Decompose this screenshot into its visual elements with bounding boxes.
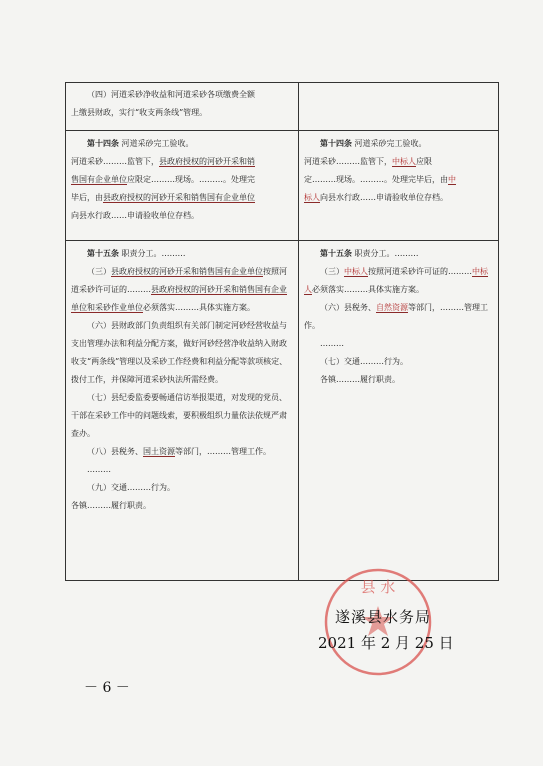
text-line bbox=[71, 171, 293, 189]
article-heading bbox=[71, 244, 293, 263]
ellipsis-line: ……… bbox=[87, 465, 111, 474]
left-cell-row1 bbox=[66, 83, 299, 131]
article-title: 职责分工。……… bbox=[354, 249, 419, 258]
article-number: 第十四条 bbox=[87, 138, 119, 148]
paragraph bbox=[71, 443, 293, 461]
text-run: 按照河道采砂许可证的……… bbox=[368, 267, 472, 276]
underlined-text: 售国有企业单位 bbox=[71, 175, 127, 184]
underlined-text: 国土资源 bbox=[143, 447, 175, 456]
underlined-text: 县政府授权的河砂开采和销 bbox=[159, 157, 255, 166]
article-number: 第十五条 bbox=[320, 248, 352, 258]
text-line: （四）河道采砂净收益和河道采砂各项缴费全额 bbox=[87, 90, 255, 99]
table-row bbox=[66, 241, 499, 581]
underlined-text: 中标人 bbox=[304, 267, 488, 294]
text-run: （六）县税务、 bbox=[320, 303, 376, 312]
text-run: （八）县税务、 bbox=[87, 447, 143, 456]
article-number: 第十四条 bbox=[320, 138, 352, 148]
text-run: 等部门，………管理工作。 bbox=[175, 447, 271, 456]
paragraph: （七）交通………行为。 bbox=[320, 357, 408, 366]
text-run: 河道采砂………监管下， bbox=[304, 157, 392, 166]
table-row bbox=[66, 131, 499, 241]
text-line bbox=[71, 153, 293, 171]
article-heading bbox=[304, 244, 493, 263]
right-cell-row1-empty bbox=[299, 83, 499, 131]
text-run: 应限 bbox=[416, 157, 432, 166]
text-run: 按照河道采砂许可证的……… bbox=[71, 267, 287, 294]
text-run: 定………现场。………。处理完毕后，由 bbox=[304, 175, 448, 184]
underlined-text: 中 bbox=[448, 175, 456, 184]
right-cell-article15 bbox=[299, 241, 499, 581]
article-title: 河道采砂完工验收。 bbox=[121, 139, 194, 148]
paragraph bbox=[71, 263, 293, 317]
text-run: 必须落实………具体实施方案。 bbox=[143, 303, 255, 312]
paragraph bbox=[304, 299, 493, 335]
comparison-table bbox=[65, 82, 499, 581]
left-cell-article14 bbox=[66, 131, 299, 241]
text-run: 应限定………现场。………。处理完 bbox=[127, 175, 255, 184]
text-run: （三） bbox=[320, 267, 344, 276]
paragraph: （九）交通………行为。 bbox=[87, 483, 175, 492]
text-run: 向县水行政……申请验收单位存档。 bbox=[320, 193, 448, 202]
table-row bbox=[66, 83, 499, 131]
text-line bbox=[71, 189, 293, 207]
ellipsis-line: ……… bbox=[320, 339, 344, 348]
text-run: 等部门，………管理工作。 bbox=[304, 303, 488, 330]
issuer-name: 遂溪县水务局 bbox=[335, 608, 432, 626]
paragraph: （七）县纪委监委要畅通信访举报渠道，对发现的党员、干部在采砂工作中的问题线索，要积极组织力量依法依规严肃查办。 bbox=[71, 393, 287, 438]
right-cell-article14 bbox=[299, 131, 499, 241]
issue-date: 2021 年 2 月 25 日 bbox=[318, 634, 454, 652]
underlined-text: 县政府授权的河砂开采和销售国有企业单位和采砂作业单位 bbox=[71, 285, 287, 312]
article-number: 第十五条 bbox=[87, 248, 119, 258]
seal-text: 县 水 bbox=[360, 578, 396, 596]
underlined-text: 中标人 bbox=[392, 157, 416, 166]
text-line: 向县水行政……申请验收单位存档。 bbox=[71, 211, 199, 220]
paragraph: 各镇………履行职责。 bbox=[71, 501, 151, 510]
text-run: （三） bbox=[87, 267, 111, 276]
text-line bbox=[304, 189, 493, 207]
text-run: 毕后，由 bbox=[71, 193, 103, 202]
paragraph bbox=[304, 263, 493, 299]
paragraph: 各镇………履行职责。 bbox=[320, 375, 400, 384]
underlined-text: 县政府授权的河砂开采和销售国有企业单位 bbox=[103, 193, 255, 202]
text-line bbox=[304, 171, 493, 189]
article-heading bbox=[71, 134, 293, 153]
text-line bbox=[304, 153, 493, 171]
page-number: － 6 － bbox=[84, 680, 130, 696]
left-cell-article15 bbox=[66, 241, 299, 581]
text-line: 上缴县财政，实行“收支两条线”管理。 bbox=[71, 108, 208, 117]
underlined-text: 中标人 bbox=[344, 267, 368, 276]
paragraph: （六）县财政部门负责组织有关部门制定河砂经营收益与支出管理办法和利益分配方案，做好河砂经营净收益纳入财政收支“两条线”管理以及采砂工作经费和利益分配等款项核定、拨付工作，并保障河道采砂执法所需经费。 bbox=[71, 321, 288, 384]
article-heading bbox=[304, 134, 493, 153]
underlined-text: 自然资源 bbox=[376, 303, 408, 312]
article-title: 职责分工。……… bbox=[121, 249, 186, 258]
underlined-text: 县政府授权的河砂开采和销售国有企业单位 bbox=[111, 267, 263, 276]
underlined-text: 标人 bbox=[304, 193, 320, 202]
text-run: 必须落实………具体实施方案。 bbox=[312, 285, 424, 294]
article-title: 河道采砂完工验收。 bbox=[354, 139, 427, 148]
text-run: 河道采砂………监管下， bbox=[71, 157, 159, 166]
